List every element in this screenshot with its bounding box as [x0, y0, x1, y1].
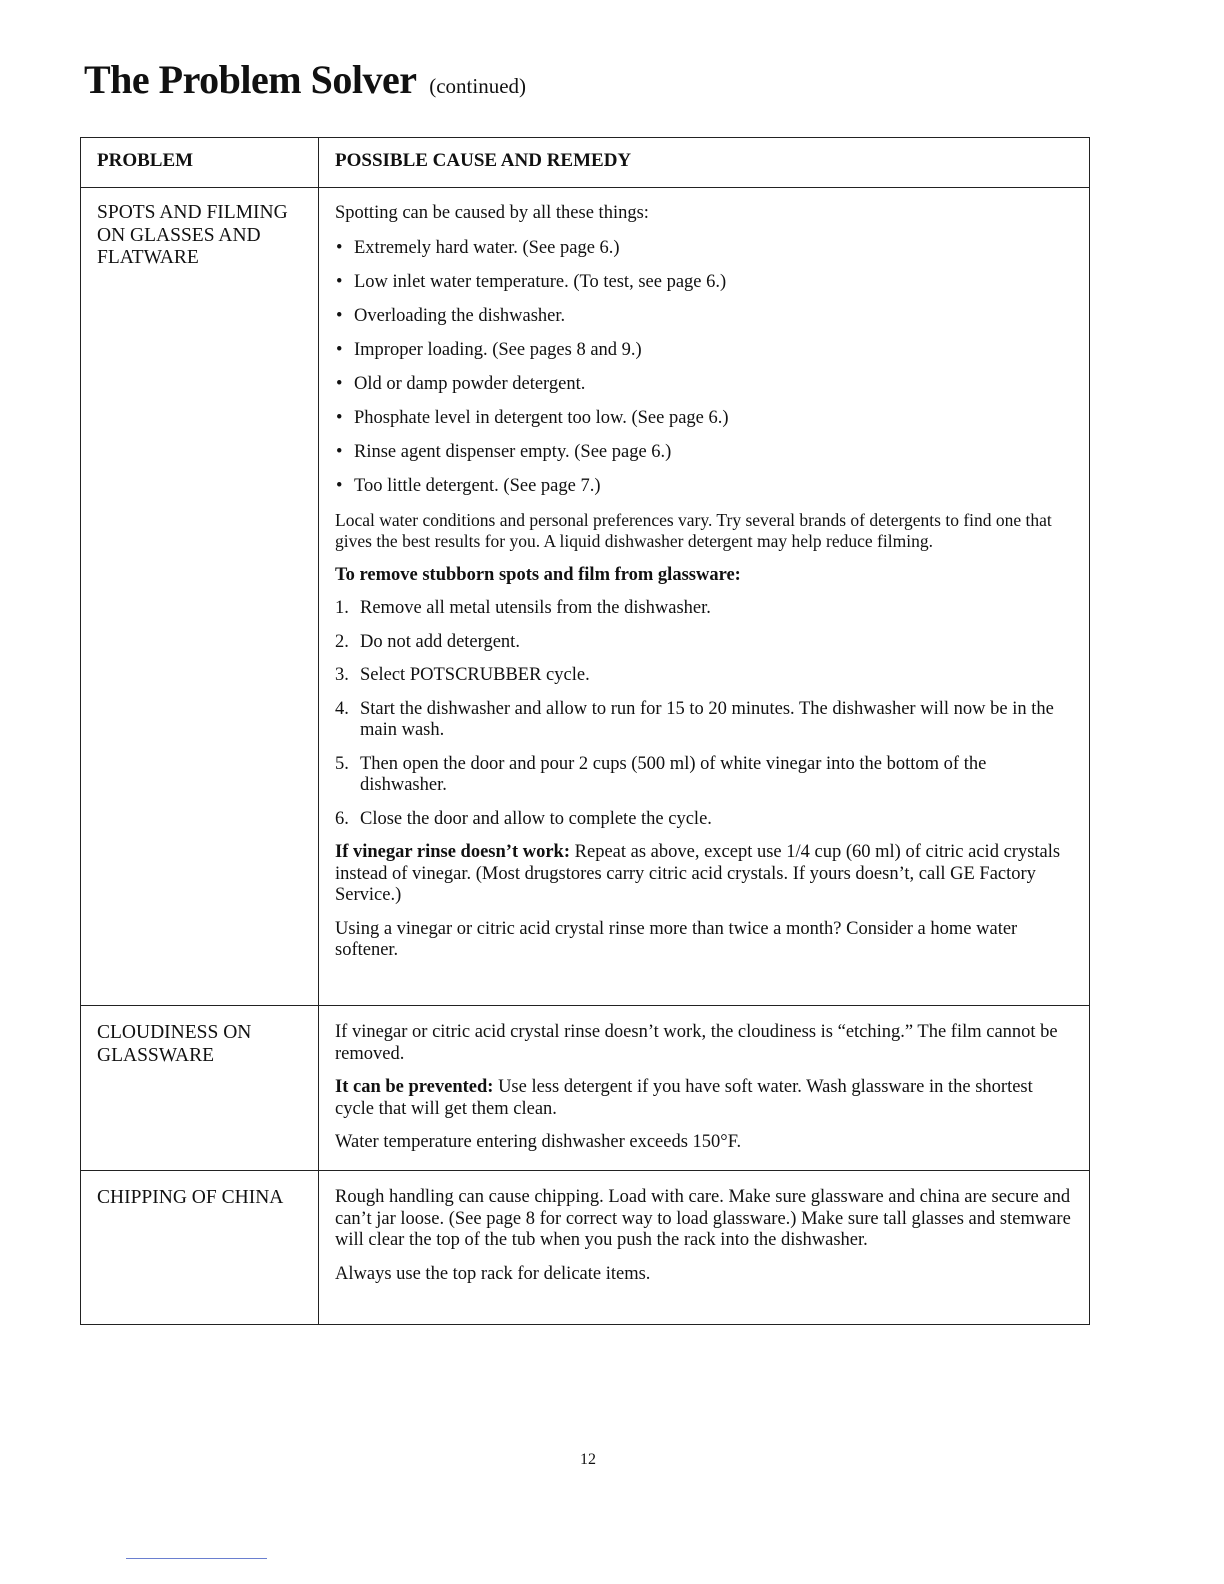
title-main: The Problem Solver	[84, 57, 416, 102]
local-conditions-note: Local water conditions and personal preferences vary. Try several brands of detergents to find one that gives the best results for you. A liquid dishwasher detergent may help reduce filming.	[335, 509, 1052, 551]
problem-line: FLATWARE	[97, 247, 199, 268]
water-softener-note: Using a vinegar or citric acid crystal rinse more than twice a month? Consider a home water softener.	[335, 918, 1018, 960]
cause-bullet: • Low inlet water temperature. (To test, see page 6.)	[336, 271, 727, 292]
remove-spots-heading: To remove stubborn spots and film from glassware:	[335, 564, 741, 585]
remedy-cell-spots	[319, 188, 1089, 1005]
bullet-icon: •	[336, 339, 343, 360]
problem-cell-spots	[81, 188, 319, 1005]
page-title	[84, 56, 526, 103]
problem-line: ON GLASSES AND	[97, 224, 261, 246]
chipping-note: Rough handling can cause chipping. Load with care. Make sure glassware and china are secure and can’t jar loose. (See page 8 for correct way to load glassware.) Make sure tall glasses and stemware will clear the top of the tub when you push the rack into the dishwasher.	[335, 1187, 1071, 1250]
top-rack-note: Always use the top rack for delicate items.	[335, 1263, 651, 1284]
cause-bullet: • Extremely hard water. (See page 6.)	[336, 237, 620, 258]
problem-line: GLASSWARE	[97, 1044, 215, 1066]
problem-line: CLOUDINESS ON	[97, 1022, 252, 1043]
problem-cell-chipping	[81, 1171, 319, 1324]
vinegar-fallback-note: If vinegar rinse doesn’t work: Repeat as above, except use 1/4 cup (60 ml) of citric acid crystals instead of vinegar. (Most drugstores carry citric acid crystals. If yours doesn’t, call GE Factory Service.)	[335, 842, 1061, 905]
footer-divider	[126, 1558, 267, 1559]
cause-bullet: • Improper loading. (See pages 8 and 9.)	[336, 339, 642, 360]
problem-line: SPOTS AND FILMING	[97, 202, 288, 223]
bullet-icon: •	[336, 407, 343, 428]
title-suffix: (continued)	[429, 74, 527, 98]
problem-solver-table	[80, 137, 1090, 1325]
bullet-icon: •	[336, 237, 343, 258]
step-item: 5. Then open the door and pour 2 cups (500 ml) of white vinegar into the bottom of the dishwasher.	[335, 753, 987, 795]
step-item: 3. Select POTSCRUBBER cycle.	[335, 665, 590, 685]
header-problem: PROBLEM	[81, 138, 319, 187]
bullet-icon: •	[336, 441, 343, 462]
bullet-icon: •	[336, 475, 343, 496]
table-row-cloudiness	[81, 1005, 1089, 1170]
step-item: 6. Close the door and allow to complete the cycle.	[335, 808, 712, 829]
bullet-icon: •	[336, 305, 343, 326]
step-item: 2. Do not add detergent.	[335, 631, 520, 652]
problem-cell-cloudiness	[81, 1006, 319, 1170]
header-remedy: POSSIBLE CAUSE AND REMEDY	[335, 150, 632, 171]
cause-bullet: • Phosphate level in detergent too low. (See page 6.)	[336, 407, 729, 428]
spots-intro: Spotting can be caused by all these things:	[335, 203, 649, 223]
cause-bullet: • Old or damp powder detergent.	[336, 373, 586, 394]
page-number: 12	[580, 1451, 596, 1468]
step-item: 4. Start the dishwasher and allow to run for 15 to 20 minutes. The dishwasher will now be in the main wash.	[335, 698, 1054, 740]
bullet-icon: •	[336, 373, 343, 394]
table-row-spots	[81, 187, 1089, 1005]
cause-bullet: • Rinse agent dispenser empty. (See page 6.)	[336, 441, 672, 462]
problem-line: CHIPPING OF CHINA	[97, 1187, 284, 1208]
remedy-cell-chipping	[319, 1171, 1089, 1324]
prevention-note: It can be prevented: Use less detergent if you have soft water. Wash glassware in the shortest cycle that will get them clean.	[335, 1077, 1033, 1119]
cause-bullet: • Overloading the dishwasher.	[336, 305, 566, 326]
table-header-row	[81, 138, 1089, 187]
table-row-chipping	[81, 1170, 1089, 1324]
step-item: 1. Remove all metal utensils from the dishwasher.	[335, 598, 711, 618]
etching-note: If vinegar or citric acid crystal rinse doesn’t work, the cloudiness is “etching.” The film cannot be removed.	[335, 1022, 1058, 1064]
water-temperature-note: Water temperature entering dishwasher exceeds 150°F.	[335, 1132, 742, 1152]
cause-bullet: • Too little detergent. (See page 7.)	[336, 475, 601, 496]
bullet-icon: •	[336, 271, 343, 292]
remedy-cell-cloudiness	[319, 1006, 1089, 1170]
